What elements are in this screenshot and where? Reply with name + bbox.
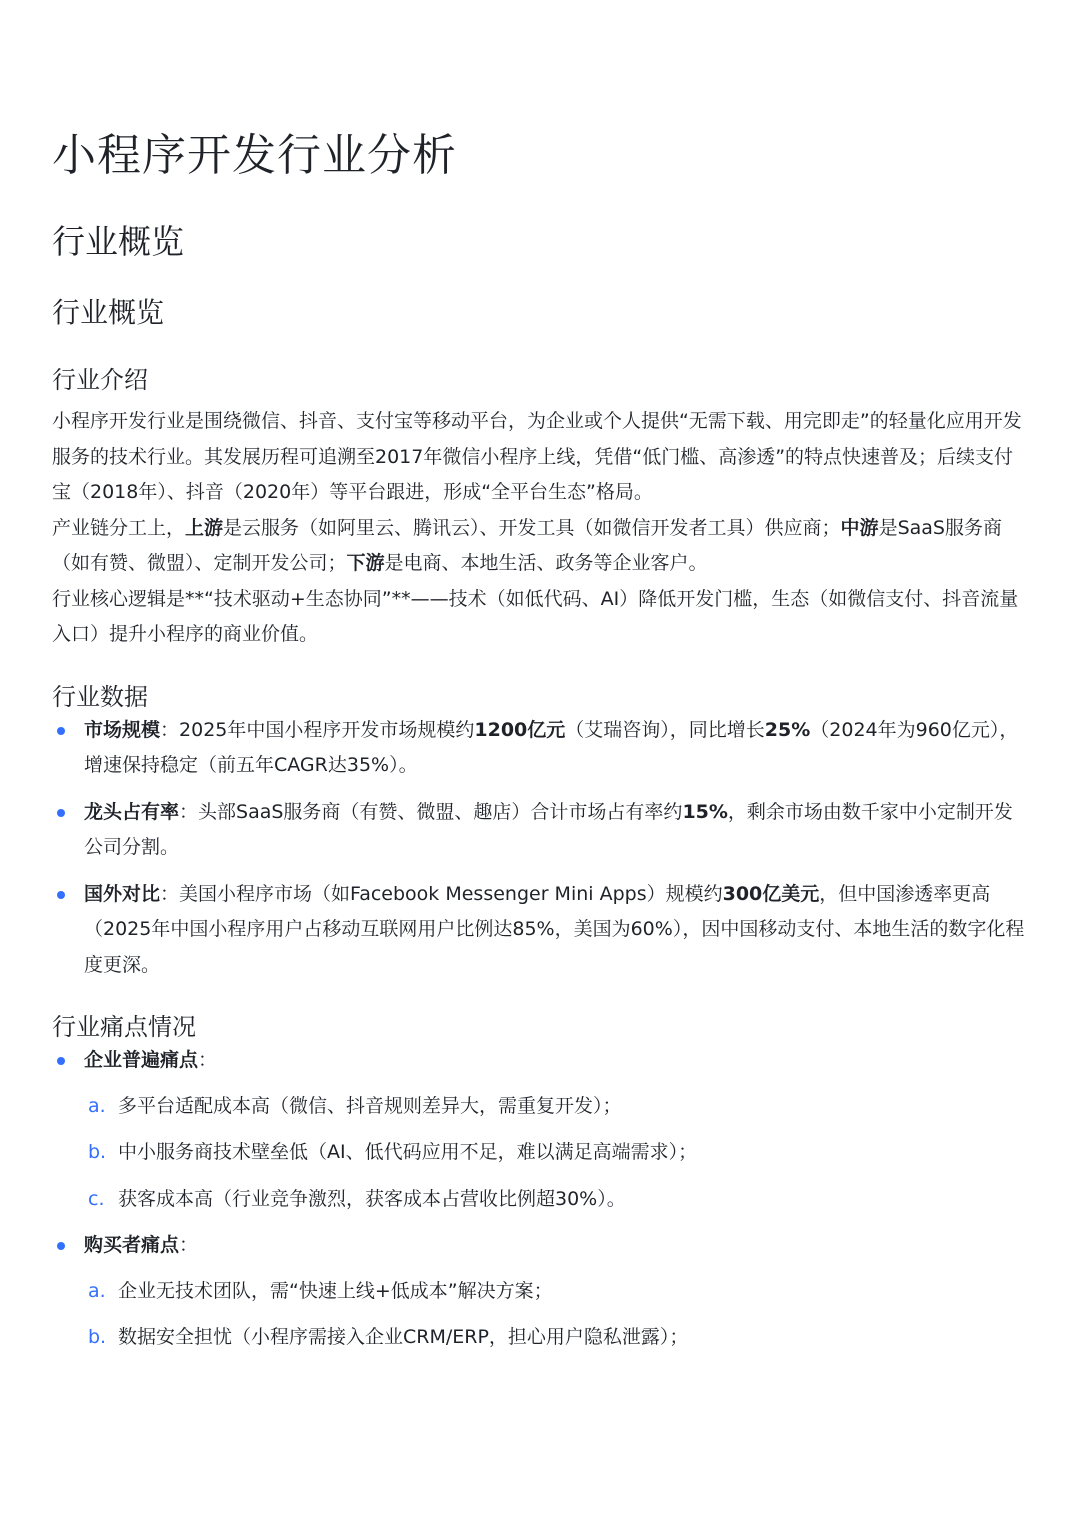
bullet-dot-icon [57,891,65,899]
item-label: 龙头占有率 [84,800,180,823]
list-marker: b. [88,1326,107,1348]
intro-paragraph-1: 小程序开发行业是围绕微信、抖音、支付宝等移动平台，为企业或个人提供“无需下载、用完即走”的轻量化应用开发服务的技术行业。其发展历程可追溯至2017年微信小程序上线，凭借“低门槛、高渗透”的特点快速普及；后续支付宝（2018年）、抖音（2020年）等平台跟进，形成“全平台生态”格局。 [52,410,1022,503]
sub-list [84,1089,1028,1218]
sub-list-item [84,1182,1028,1218]
intro-paragraph-3: 行业核心逻辑是**“技术驱动+生态协同”**——技术（如低代码、AI）降低开发门槛，生态（如微信支付、抖音流量入口）提升小程序的商业价值。 [52,587,1019,645]
text-run: ，剩余市场由数千家中小定制开发公司分割。 [84,800,1013,858]
text-run: 多平台适配成本高（微信、抖音规则差异大，需重复开发）； [118,1094,622,1117]
list-marker: a. [88,1094,106,1117]
text-run: ： [198,1049,218,1071]
bullet-dot-icon [57,1242,65,1250]
group-label: 购买者痛点 [84,1234,180,1256]
text-run: ： [179,1234,199,1256]
bullet-dot-icon [57,727,65,735]
list-marker: c. [88,1187,105,1210]
bold-midstream: 中游 [840,516,879,539]
sub-list-item [84,1274,1028,1310]
group-label: 企业普遍痛点 [84,1049,199,1071]
text-run: 数据安全担忧（小程序需接入企业CRM/ERP，担心用户隐私泄露）； [118,1326,689,1348]
sub-list-item [84,1089,1028,1125]
text-run: 企业无技术团队，需“快速上线+低成本”解决方案； [118,1279,553,1302]
sub-list [84,1274,1028,1356]
list-item [52,1043,1028,1217]
section-heading: 行业概览 [52,222,184,261]
bold-upstream: 上游 [185,516,224,539]
bold-value: 1200亿元 [474,718,566,741]
text-run: ：头部SaaS服务商（有赞、微盟、趣店）合计市场占有率约 [179,800,683,823]
subsection-heading: 行业概览 [52,296,165,329]
intro-body [52,404,1028,653]
item-label: 市场规模 [84,718,161,741]
data-list [52,713,1028,984]
text-run: 是SaaS服务商（如有赞、微盟）、定制开发公司； [52,516,1002,574]
bullet-dot-icon [57,809,65,817]
text-run: （2024年为960亿元），增速保持稳定（前五年CAGR达35%）。 [84,718,1019,776]
bold-value: 15% [682,800,728,823]
text-run: ：2025年中国小程序开发市场规模约 [160,718,475,741]
list-marker: a. [88,1279,106,1302]
sub-list-item [84,1135,1028,1171]
list-item [52,1228,1028,1356]
list-marker: b. [88,1141,107,1163]
bold-value: 300亿美元 [722,882,820,905]
text-run: 中小服务商技术壁垒低（AI、低代码应用不足，难以满足高端需求）； [118,1141,698,1163]
pain-list [52,1043,1028,1356]
item-label: 国外对比 [84,882,161,905]
text-run: ，但中国渗透率更高（2025年中国小程序用户占移动互联网用户比例达85%，美国为60%），因中国移动支付、本地生活的数字化程度更深。 [84,882,1025,976]
page-title: 小程序开发行业分析 [52,130,457,181]
bold-value: 25% [764,718,811,741]
pain-heading: 行业痛点情况 [52,1013,196,1041]
list-item [52,795,1028,866]
sub-list-item [84,1320,1028,1356]
text-run: ：美国小程序市场（如Facebook Messenger Mini Apps）规模约 [160,882,723,905]
text-run: 获客成本高（行业竞争激烈，获客成本占营收比例超30%）。 [118,1187,626,1210]
text-run: 是云服务（如阿里云、腾讯云）、开发工具（如微信开发者工具）供应商； [223,516,841,539]
bullet-dot-icon [57,1057,65,1065]
list-item [52,877,1028,984]
bold-downstream: 下游 [346,552,385,574]
intro-paragraph-2 [52,511,1028,582]
data-heading: 行业数据 [52,682,148,711]
text-run: 是电商、本地生活、政务等企业客户。 [384,552,708,574]
text-run: 产业链分工上， [52,516,186,539]
intro-heading: 行业介绍 [52,366,148,394]
list-item [52,713,1028,784]
text-run: （艾瑞咨询），同比增长 [565,718,765,741]
